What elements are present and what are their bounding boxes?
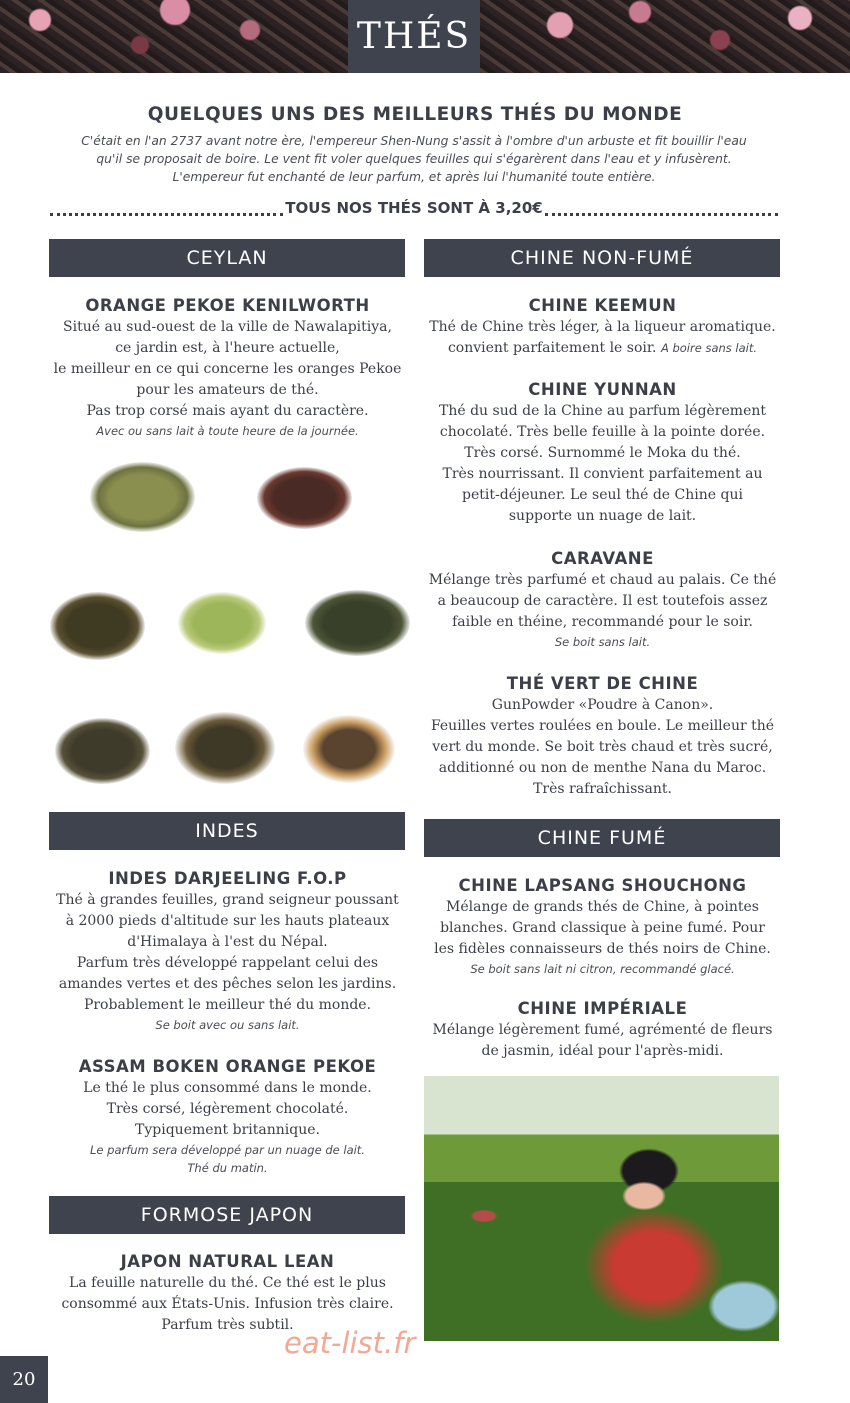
intro-line: C'était en l'an 2737 avant notre ère, l'empereur Shen-Nung s'assit à l'ombre d'un arbuste et fit bouillir l'eau — [81, 134, 747, 148]
item-note: Thé du matin. — [187, 1161, 268, 1175]
desc-line: Mélange très parfumé et chaud au palais. Ce thé — [428, 572, 777, 588]
desc-line: le meilleur en ce qui concerne les oranges Pekoe — [53, 361, 402, 377]
menu-item — [40, 1056, 415, 1177]
tea-leaf-image — [303, 715, 395, 783]
desc-line: petit-déjeuner. Le seul thé de Chine qui — [462, 487, 743, 503]
tea-leaf-image — [175, 712, 275, 784]
desc-line: les fidèles connaisseurs de thés noirs de Chine. — [434, 941, 771, 957]
item-description — [415, 570, 790, 633]
tea-leaf-image — [305, 590, 410, 656]
item-description — [40, 1078, 415, 1141]
desc-line: chocolaté. Très belle feuille à la pointe dorée. — [439, 424, 766, 440]
section-header-ceylan: CEYLAN — [49, 239, 405, 277]
item-description — [415, 401, 790, 527]
desc-line: blanches. Grand classique à peine fumé. Pour — [440, 920, 765, 936]
desc-line: GunPowder «Poudre à Canon». — [491, 697, 714, 713]
menu-item — [415, 379, 790, 527]
desc-line: Situé au sud-ouest de la ville de Nawalapitiya, — [63, 319, 392, 335]
section-header-chine-fume: CHINE FUMÉ — [424, 819, 780, 857]
desc-line: Mélange de grands thés de Chine, à pointes — [446, 899, 759, 915]
item-name: CHINE IMPÉRIALE — [517, 999, 688, 1018]
tea-leaf-image — [90, 462, 195, 532]
desc-line: additionné ou non de menthe Nana du Maroc. — [438, 760, 767, 776]
tea-leaf-image — [257, 467, 352, 529]
item-description — [415, 1020, 790, 1062]
menu-item — [415, 875, 790, 978]
item-name: CHINE YUNNAN — [528, 380, 677, 399]
dotted-leader — [545, 210, 778, 216]
intro-line: L'empereur fut enchanté de leur parfum, et après lui l'humanité toute entière. — [172, 170, 656, 184]
item-name: CHINE LAPSANG SHOUCHONG — [458, 876, 747, 895]
desc-line: Très rafraîchissant. — [533, 781, 672, 797]
desc-line: Thé de Chine très léger, à la liqueur aromatique. — [429, 319, 776, 335]
menu-item — [415, 548, 790, 651]
desc-line: de jasmin, idéal pour l'après-midi. — [481, 1043, 724, 1059]
dotted-leader — [50, 210, 283, 216]
desc-line: Typiquement britannique. — [135, 1122, 320, 1138]
tea-leaf-image — [178, 592, 266, 654]
menu-item — [415, 998, 790, 1062]
desc-line: Parfum très subtil. — [161, 1317, 294, 1333]
item-note: Le parfum sera développé par un nuage de lait. — [90, 1143, 365, 1157]
item-name: CHINE KEEMUN — [528, 296, 677, 315]
desc-line: Probablement le meilleur thé du monde. — [83, 997, 372, 1013]
item-name: ASSAM BOKEN ORANGE PEKOE — [78, 1057, 377, 1076]
desc-line: pour les amateurs de thé. — [136, 382, 319, 398]
page-title: THÉS — [348, 0, 480, 73]
menu-item — [40, 1251, 415, 1336]
item-note: Se boit avec ou sans lait. — [155, 1018, 300, 1032]
intro-text — [40, 132, 788, 186]
desc-line: consommé aux États-Unis. Infusion très claire. — [61, 1296, 394, 1312]
desc-line: à 2000 pieds d'altitude sur les hauts plateaux — [65, 913, 390, 929]
page-number: 20 — [0, 1356, 48, 1403]
item-description — [415, 317, 790, 359]
desc-line: Très corsé. Surnommé le Moka du thé. — [464, 445, 741, 461]
desc-line: Thé du sud de la Chine au parfum légèrement — [439, 403, 766, 419]
desc-line: d'Himalaya à l'est du Népal. — [127, 934, 328, 950]
price-text: TOUS NOS THÉS SONT À 3,20€ — [285, 199, 543, 217]
section-header-formose-japon: FORMOSE JAPON — [49, 1196, 405, 1234]
item-description — [40, 890, 415, 1016]
tea-leaf-image — [55, 718, 150, 784]
item-name: THÉ VERT DE CHINE — [506, 674, 699, 693]
desc-line: Feuilles vertes roulées en boule. Le meilleur thé — [430, 718, 775, 734]
desc-line: amandes vertes et des pêches selon les jardins. — [58, 976, 397, 992]
desc-line: supporte un nuage de lait. — [508, 508, 697, 524]
item-name: CARAVANE — [551, 549, 654, 568]
watermark: eat-list.fr — [284, 1326, 416, 1360]
item-description — [415, 897, 790, 960]
section-header-chine-non-fume: CHINE NON-FUMÉ — [424, 239, 780, 277]
desc-line: Pas trop corsé mais ayant du caractère. — [86, 403, 369, 419]
section-header-indes: INDES — [49, 812, 405, 850]
desc-text: convient parfaitement le soir. — [447, 340, 657, 356]
desc-line: La feuille naturelle du thé. Ce thé est le plus — [69, 1275, 386, 1291]
menu-item — [415, 673, 790, 800]
item-note: Se boit sans lait. — [554, 635, 651, 649]
price-line — [50, 199, 778, 217]
item-name: ORANGE PEKOE KENILWORTH — [85, 296, 370, 315]
desc-line: Thé à grandes feuilles, grand seigneur poussant — [56, 892, 399, 908]
tea-picker-photo — [424, 1076, 779, 1341]
menu-item — [40, 868, 415, 1034]
desc-line: Parfum très développé rappelant celui des — [76, 955, 379, 971]
intro-title: QUELQUES UNS DES MEILLEURS THÉS DU MONDE — [147, 104, 683, 125]
header-banner — [0, 0, 850, 73]
desc-line: Mélange légèrement fumé, agrémenté de fleurs — [432, 1022, 773, 1038]
item-description — [415, 695, 790, 800]
item-note: Se boit sans lait ni citron, recommandé glacé. — [470, 962, 735, 976]
menu-item — [415, 295, 790, 359]
desc-line: Très corsé, légèrement chocolaté. — [106, 1101, 349, 1117]
intro-line: qu'il se proposait de boire. Le vent fit voler quelques feuilles qui s'égarèrent dans l'eau et y infusèrent. — [96, 152, 732, 166]
desc-line: ce jardin est, à l'heure actuelle, — [115, 340, 340, 356]
desc-line: vert du monde. Se boit très chaud et très sucré, — [432, 739, 773, 755]
desc-line: a beaucoup de caractère. Il est toutefois assez — [437, 593, 768, 609]
desc-line: Très nourrissant. Il convient parfaitement au — [442, 466, 763, 482]
desc-line: faible en théine, recommandé pour le soir. — [452, 614, 753, 630]
item-description — [40, 317, 415, 422]
item-note: Avec ou sans lait à toute heure de la journée. — [96, 424, 359, 438]
tea-leaf-image — [50, 592, 145, 660]
item-name: INDES DARJEELING F.O.P — [108, 869, 347, 888]
item-name: JAPON NATURAL LEAN — [120, 1252, 335, 1271]
desc-line — [415, 338, 790, 359]
desc-line: Le thé le plus consommé dans le monde. — [83, 1080, 372, 1096]
item-note: A boire sans lait. — [660, 341, 758, 355]
menu-item — [40, 295, 415, 440]
